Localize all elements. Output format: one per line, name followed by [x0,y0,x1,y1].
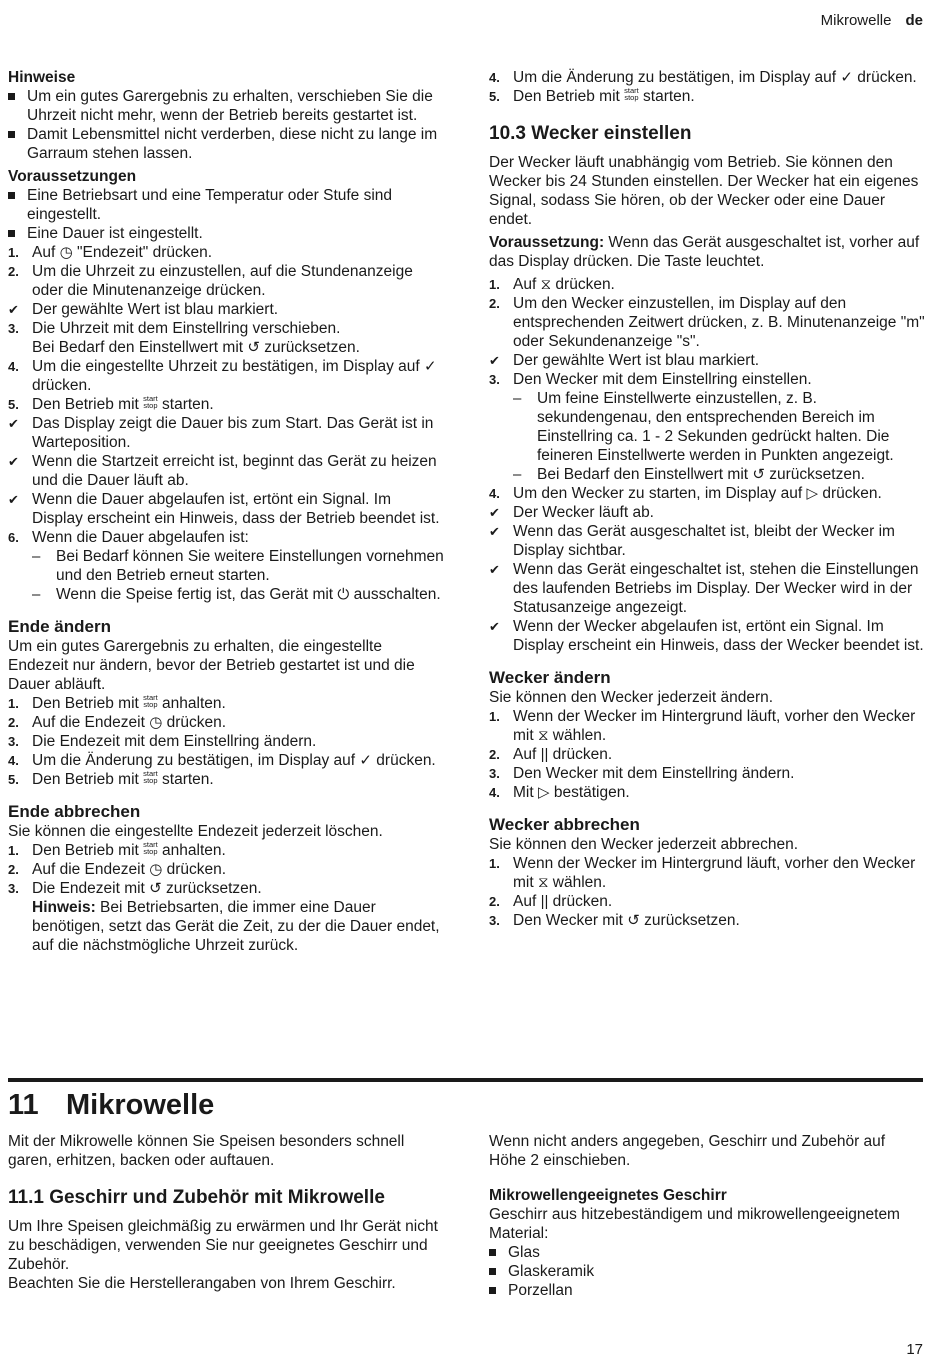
step: 2. Auf || drücken. [489,746,613,763]
sub-step: – Um feine Einstellwerte einzustellen, z. B. sekundengenau, den entsprechenden Bereich im Einstellring ca. 1 - 2 Sekunden gedrückt halten. Die feineren Einstellwerte werden in Punkten angezeigt. [513,390,894,464]
mikrowellengeeignet-title: Mikrowellengeeignetes Geschirr [489,1187,727,1204]
wecker-abbrechen-intro: Sie können den Wecker jederzeit abbrechen. [489,836,799,853]
step: 2. Um den Wecker einzustellen, im Display auf den entsprechenden Zeitwert drücken, z. B. Minutenanzeige "m" oder Sekundenanzeige "s". [489,295,925,350]
step: 6. Wenn die Dauer abgelaufen ist: [8,529,249,546]
column-left-top [8,68,444,955]
voraussetzung: Voraussetzung: Wenn das Gerät ausgeschaltet ist, vorher auf das Display drücken. Die Taste leuchtet. [489,234,920,270]
confirm-icon: ✓ [359,752,372,769]
step: 2. Um die Uhrzeit zu einzustellen, auf die Stundenanzeige oder die Minutenanzeige drücken. [8,263,413,299]
step: 1. Den Betrieb mit start stop anhalten. [8,693,226,712]
dash-icon: – [32,548,41,565]
page-header [821,11,923,30]
step: 5. Den Betrieb mit start stop starten. [8,769,214,788]
reset-icon: ↺ [752,466,765,483]
hourglass-icon: ⧖ [537,727,549,744]
material-text: Geschirr aus hitzebeständigem und mikrowellengeeignetem Material: [489,1206,900,1242]
list-item: Glas [489,1243,925,1262]
step: 2. Auf die Endezeit ◷ drücken. [8,714,227,731]
step: 3. Die Uhrzeit mit dem Einstellring verschieben. Bei Bedarf den Einstellwert mit ↺ zurücksetzen. [8,320,360,356]
reset-icon: ↺ [627,912,640,929]
step: 1. Wenn der Wecker im Hintergrund läuft, vorher den Wecker mit ⧖ wählen. [489,855,916,891]
result: ✔ Der Wecker läuft ab. [489,504,654,521]
dash-icon: – [513,390,522,407]
start-stop-icon: start stop [624,86,639,102]
pause-icon: || [540,746,549,763]
result: ✔ Wenn das Gerät ausgeschaltet ist, bleibt der Wecker im Display sichtbar. [489,523,895,559]
step: 4. Um den Wecker zu starten, im Display auf ▷ drücken. [489,485,882,502]
geschirr-p1: Um Ihre Speisen gleichmäßig zu erwärmen und Ihr Gerät nicht zu beschädigen, verwenden Sie nur geeignetes Geschirr und Zubehör. [8,1218,438,1273]
wecker-aendern-intro: Sie können den Wecker jederzeit ändern. [489,689,774,706]
header-section: Mikrowelle [820,12,892,29]
step: 3. Den Wecker mit dem Einstellring einstellen. [489,371,812,388]
geschirr-p2: Beachten Sie die Herstellerangaben von Ihrem Geschirr. [8,1275,396,1292]
ende-aendern-intro: Um ein gutes Garergebnis zu erhalten, die eingestellte Endezeit nur ändern, bevor der Betrieb gestartet ist und die Dauer abläuft. [8,638,415,693]
hourglass-icon: ⧖ [537,874,549,891]
step: 4. Um die eingestellte Uhrzeit zu bestätigen, im Display auf ✓ drücken. [8,358,437,394]
check-icon: ✔ [8,302,19,317]
step: 1. Den Betrieb mit start stop anhalten. [8,840,226,859]
check-icon: ✔ [8,454,19,469]
hoehe-text: Wenn nicht anders angegeben, Geschirr und Zubehör auf Höhe 2 einschieben. [489,1133,886,1169]
column-right-bottom [489,1132,925,1300]
ende-abbrechen-title: Ende abbrechen [8,802,141,821]
reset-icon: ↺ [149,880,162,897]
clock-icon: ◷ [149,714,163,731]
step: 2. Auf die Endezeit ◷ drücken. [8,861,227,878]
check-icon: ✔ [8,492,19,507]
header-lang: de [905,12,923,29]
check-icon: ✔ [489,505,500,520]
step: 1. Wenn der Wecker im Hintergrund läuft, vorher den Wecker mit ⧖ wählen. [489,708,916,744]
result: ✔ Wenn das Gerät eingeschaltet ist, stehen die Einstellungen des laufenden Betriebs im Display. Der Wecker wird in der Statusanzeige angezeigt. [489,561,919,616]
list-item: Glaskeramik [489,1262,925,1281]
result: ✔ Wenn der Wecker abgelaufen ist, ertönt ein Signal. Im Display erscheint ein Hinweis, dass der Wecker beendet ist. [489,618,924,654]
square-bullet-icon [8,192,15,199]
check-icon: ✔ [489,353,500,368]
ende-aendern-title: Ende ändern [8,617,111,636]
clock-icon: ◷ [59,244,73,261]
chapter-divider [8,1078,923,1082]
power-icon: ⏻ [337,586,350,603]
square-bullet-icon [489,1268,496,1275]
geschirr-title: 11.1 Geschirr und Zubehör mit Mikrowelle [8,1187,385,1208]
sub-step: – Bei Bedarf können Sie weitere Einstellungen vornehmen und den Betrieb erneut starten. [32,548,444,584]
hinweise-title: Hinweise [8,69,76,86]
check-icon: ✔ [8,416,19,431]
wecker-aendern-title: Wecker ändern [489,668,611,687]
wecker-intro: Der Wecker läuft unabhängig vom Betrieb. Sie können den Wecker bis 24 Stunden einstellen. Der Wecker hat ein eigenes Signal, sodass Sie hören, ob der Wecker oder eine Dauer endet. [489,154,919,228]
reset-icon: ↺ [247,339,260,356]
confirm-icon: ✓ [840,69,853,86]
page-number: 17 [906,1341,923,1358]
column-left-bottom [8,1132,444,1293]
pause-icon: || [540,893,549,910]
step: 3. Den Wecker mit ↺ zurücksetzen. [489,912,740,929]
step: 3. Die Endezeit mit dem Einstellring ändern. [8,733,317,750]
chapter-title: 11 Mikrowelle [8,1089,215,1121]
step: 1. Auf ⧖ drücken. [489,276,615,293]
dash-icon: – [32,586,41,603]
result: ✔ Das Display zeigt die Dauer bis zum Start. Das Gerät ist in Warteposition. [8,415,434,451]
square-bullet-icon [8,131,15,138]
result: ✔ Wenn die Dauer abgelaufen ist, ertönt ein Signal. Im Display erscheint ein Hinweis, dass der Betrieb beendet ist. [8,491,440,527]
play-icon: ▷ [806,485,819,502]
square-bullet-icon [489,1249,496,1256]
check-icon: ✔ [489,562,500,577]
note: Hinweis: Bei Betriebsarten, die immer eine Dauer benötigen, setzt das Gerät die Zeit, zu der die Dauer endet, auf die nächstmögliche Uhrzeit zurück. [32,899,440,954]
step: 3. Den Wecker mit dem Einstellring ändern. [489,765,795,782]
wecker-einstellen-title: 10.3 Wecker einstellen [489,123,692,144]
step: 1. Auf ◷ "Endezeit" drücken. [8,244,213,261]
clock-icon: ◷ [149,861,163,878]
mikrowelle-intro: Mit der Mikrowelle können Sie Speisen besonders schnell garen, erhitzen, backen oder auftauen. [8,1133,405,1169]
result: ✔ Der gewählte Wert ist blau markiert. [489,352,760,369]
step: 4. Um die Änderung zu bestätigen, im Display auf ✓ drücken. [489,69,917,86]
start-stop-icon: start stop [143,840,158,856]
list-item: Um ein gutes Garergebnis zu erhalten, verschieben Sie die Uhrzeit nicht mehr, wenn der Betrieb bereits gestartet ist. [8,87,444,125]
check-icon: ✔ [489,524,500,539]
step: 4. Mit ▷ bestätigen. [489,784,630,801]
voraussetzungen-title: Voraussetzungen [8,168,137,185]
ende-abbrechen-intro: Sie können die eingestellte Endezeit jederzeit löschen. [8,823,383,840]
list-item: Porzellan [489,1281,925,1300]
square-bullet-icon [489,1287,496,1294]
hourglass-icon: ⧖ [540,276,552,293]
step: 3. Die Endezeit mit ↺ zurücksetzen. [8,880,262,897]
step: 4. Um die Änderung zu bestätigen, im Display auf ✓ drücken. [8,752,436,769]
wecker-abbrechen-title: Wecker abbrechen [489,815,640,834]
check-icon: ✔ [489,619,500,634]
result: ✔ Der gewählte Wert ist blau markiert. [8,301,279,318]
list-item: Damit Lebensmittel nicht verderben, diese nicht zu lange im Garraum stehen lassen. [8,125,444,163]
step: 2. Auf || drücken. [489,893,613,910]
sub-step: – Bei Bedarf den Einstellwert mit ↺ zurücksetzen. [513,466,865,483]
confirm-icon: ✓ [424,358,437,375]
start-stop-icon: start stop [143,769,158,785]
start-stop-icon: start stop [143,693,158,709]
step: 5. Den Betrieb mit start stop starten. [8,394,214,413]
sub-step: – Wenn die Speise fertig ist, das Gerät mit ⏻ ausschalten. [32,586,441,603]
list-item: Eine Betriebsart und eine Temperatur oder Stufe sind eingestellt. [8,186,444,224]
list-item: Eine Dauer ist eingestellt. [8,224,444,243]
play-icon: ▷ [537,784,550,801]
dash-icon: – [513,466,522,483]
result: ✔ Wenn die Startzeit erreicht ist, beginnt das Gerät zu heizen und die Dauer läuft ab. [8,453,437,489]
start-stop-icon: start stop [143,394,158,410]
square-bullet-icon [8,93,15,100]
square-bullet-icon [8,230,15,237]
step: 5. Den Betrieb mit start stop starten. [489,86,695,105]
column-right-top [489,68,925,930]
